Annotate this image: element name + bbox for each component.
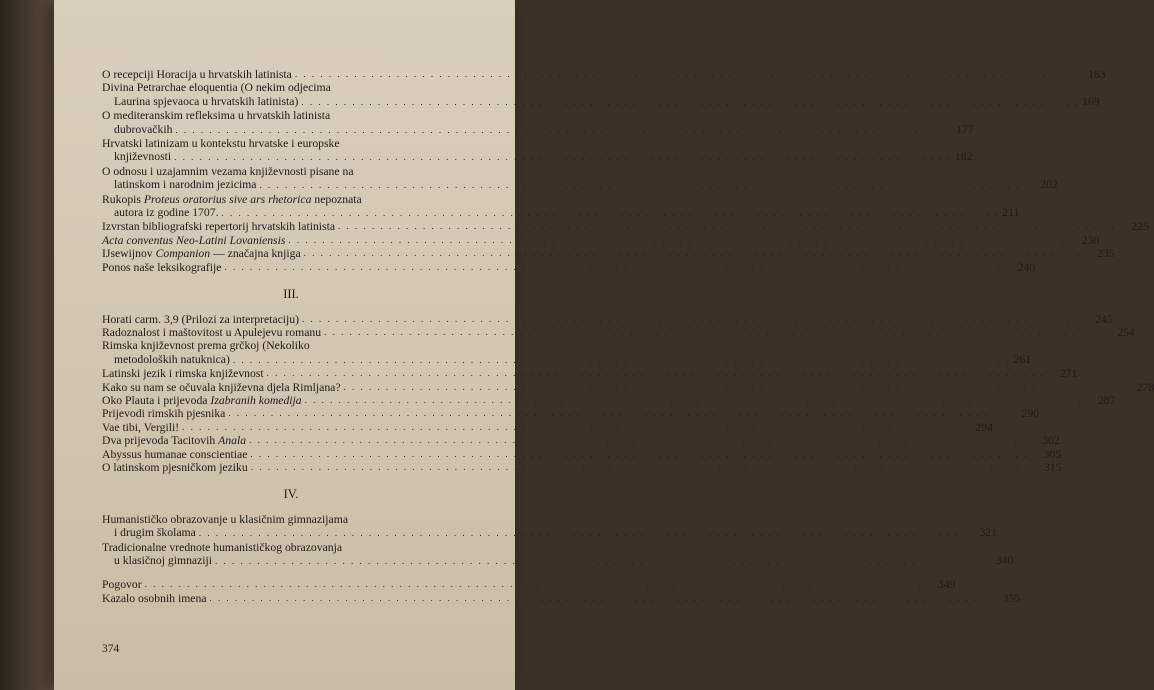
toc-entry xyxy=(102,260,1036,274)
toc-entry-page: 355 xyxy=(1002,591,1021,605)
toc-entry-page: 290 xyxy=(1021,407,1040,421)
toc-end-matter xyxy=(102,578,1021,605)
toc-entry-title: Pogovor xyxy=(102,578,142,592)
toc-section-iv xyxy=(102,512,1014,569)
dot-leader xyxy=(338,220,1116,233)
section-heading-iii: III. xyxy=(283,287,299,302)
dot-leader xyxy=(145,578,923,591)
dot-leader xyxy=(302,313,1080,326)
toc-entry xyxy=(102,434,1060,448)
toc-entry-page: 163 xyxy=(1088,68,1106,81)
toc-entry-title: metodoloških natuknica) xyxy=(114,352,230,366)
toc-entry-title: Oko Plauta i prijevoda Izabranih komedija xyxy=(102,393,302,407)
toc-entry-title: IJsewijnov Companion — značajna knjiga xyxy=(102,247,301,261)
toc-entry xyxy=(102,447,1062,461)
toc-entry xyxy=(102,407,1040,421)
toc-entry xyxy=(102,233,1100,247)
toc-entry-title: i drugim školama xyxy=(114,526,196,540)
toc-entry xyxy=(102,540,1014,569)
toc-entry-title: Rimska književnost prema grčkoj (Nekoliko xyxy=(102,339,310,353)
toc-entry-page: 240 xyxy=(1017,260,1036,274)
toc-entry-page: 287 xyxy=(1097,393,1116,407)
dot-leader xyxy=(305,394,1083,407)
dot-leader xyxy=(251,461,1029,474)
dot-leader xyxy=(267,367,1045,380)
toc-entry xyxy=(102,81,1100,109)
dot-leader xyxy=(224,261,1002,274)
toc-entry-title: književnosti xyxy=(114,150,172,164)
dot-leader xyxy=(228,407,1006,420)
toc-entry xyxy=(102,164,1058,193)
toc-entry-page: 169 xyxy=(1082,94,1100,108)
toc-entry-title: Divina Petrarchae eloquentia (O nekim odjecima xyxy=(102,81,331,95)
dot-leader xyxy=(210,592,988,605)
toc-entry xyxy=(102,312,1113,326)
page-number: 374 xyxy=(102,643,120,655)
toc-entry-title: O latinskom pjesničkom jeziku xyxy=(102,460,248,474)
toc-entry xyxy=(102,109,974,137)
toc-entry-page: 245 xyxy=(1095,312,1113,326)
toc-entry-title: Humanističko obrazovanje u klasičnim gimnazijama xyxy=(102,512,349,526)
toc-entry xyxy=(102,247,1115,261)
toc-section-ii-continued xyxy=(102,68,1149,274)
toc-entry-title: autora iz godine 1707. xyxy=(114,206,219,220)
section-heading-iv: IV. xyxy=(283,487,299,502)
toc-entry-page: 254 xyxy=(1117,325,1135,339)
toc-entry-title: O odnosu i uzajamnim vezama književnosti pisane na xyxy=(102,164,354,178)
toc-entry-title: Abyssus humanae conscientiae xyxy=(102,447,248,461)
toc-entry-page: 261 xyxy=(1013,352,1032,366)
dot-leader xyxy=(175,125,953,135)
dot-leader xyxy=(199,528,977,538)
toc-entry-title: O mediteranskim refleksima u hrvatskih latinista xyxy=(102,109,331,123)
toc-entry xyxy=(102,220,1149,234)
toc-entry xyxy=(102,591,1021,605)
dot-leader xyxy=(260,180,1038,190)
dot-leader xyxy=(288,234,1066,247)
toc-entry-page: 225 xyxy=(1131,220,1149,234)
toc-entry xyxy=(102,512,998,541)
toc-entry-page: 321 xyxy=(979,526,998,540)
dot-leader xyxy=(250,448,1028,461)
toc-entry-title: Laurina spjevaoca u hrvatskih latinista) xyxy=(114,94,299,108)
toc-entry-page: 235 xyxy=(1096,247,1115,261)
toc-entry-title: u klasičnoj gimnaziji xyxy=(114,554,213,567)
toc-entry-title: Radoznalost i maštovitost u Apulejevu romanu xyxy=(102,325,322,339)
toc-entry-title: Rukopis Proteus oratorius sive ars rhetorica nepoznata xyxy=(102,192,362,206)
toc-entry-title: Kako su nam se očuvala književna djela Rimljana? xyxy=(102,380,341,394)
toc-entry-title: Hrvatski latinizam u kontekstu hrvatske i europske xyxy=(102,137,340,151)
dot-leader xyxy=(295,68,1073,81)
toc-entry-title: Izvrstan bibliografski repertorij hrvatskih latinista xyxy=(102,220,336,234)
toc-entry-page: 202 xyxy=(1040,178,1058,192)
dot-leader xyxy=(249,434,1027,447)
toc-entry xyxy=(102,367,1078,381)
toc-entry-title: dubrovačkih xyxy=(114,122,173,136)
toc-entry xyxy=(102,393,1116,407)
toc-entry-page: 305 xyxy=(1043,447,1062,461)
dot-leader xyxy=(182,421,960,434)
toc-entry xyxy=(102,339,1032,367)
toc-section-iii xyxy=(102,312,1154,475)
book-page xyxy=(54,0,1154,690)
toc-entry xyxy=(102,380,1154,394)
toc-entry-title: latinskom i narodnim jezicima xyxy=(114,178,257,192)
dot-leader xyxy=(233,355,1011,365)
dot-leader xyxy=(301,97,1079,107)
toc-entry-title: O recepciji Horacija u hrvatskih latinista xyxy=(102,68,292,81)
toc-entry-title: Prijevodi rimskih pjesnika xyxy=(102,407,226,421)
toc-entry-page: 211 xyxy=(1002,206,1020,220)
toc-entry xyxy=(102,578,956,592)
dot-leader xyxy=(222,208,1000,218)
toc-entry-page: 294 xyxy=(975,420,993,434)
dot-leader xyxy=(344,381,1122,394)
toc-entry xyxy=(102,68,1106,81)
toc-entry xyxy=(102,420,993,434)
toc-entry-title: Acta conventus Neo-Latini Lovaniensis xyxy=(102,233,286,247)
toc-entry-title: Dva prijevoda Tacitovih Anala xyxy=(102,434,247,448)
toc-entry-title: Latinski jezik i rimska književnost xyxy=(102,367,264,381)
toc-entry xyxy=(102,192,1020,221)
toc-entry-page: 349 xyxy=(937,578,956,592)
toc-entry-page: 182 xyxy=(954,150,973,164)
toc-entry-title: Tradicionalne vrednote humanističkog obrazovanja xyxy=(102,540,343,554)
toc-entry-page: 177 xyxy=(956,122,974,136)
dot-leader xyxy=(215,556,993,566)
toc-entry-title: Vae tibi, Vergili! xyxy=(102,420,180,434)
toc-entry-page: 278 xyxy=(1136,380,1154,394)
toc-entry xyxy=(102,460,1062,474)
toc-entry-page: 315 xyxy=(1043,460,1062,474)
toc-entry xyxy=(102,325,1135,339)
toc-entry xyxy=(102,137,973,165)
table-of-contents xyxy=(102,68,1154,605)
dot-leader xyxy=(304,247,1082,260)
toc-entry-page: 230 xyxy=(1081,233,1100,247)
toc-entry-page: 271 xyxy=(1059,367,1078,381)
dot-leader xyxy=(174,152,952,162)
dot-leader xyxy=(324,326,1102,339)
toc-entry-title: Ponos naše leksikografije xyxy=(102,260,222,274)
toc-entry-title: Kazalo osobnih imena xyxy=(102,591,207,605)
toc-entry-page: 302 xyxy=(1042,434,1060,448)
toc-entry-title: Horati carm. 3,9 (Prilozi za interpretaciju) xyxy=(102,312,299,326)
toc-entry-page: 340 xyxy=(995,554,1014,567)
